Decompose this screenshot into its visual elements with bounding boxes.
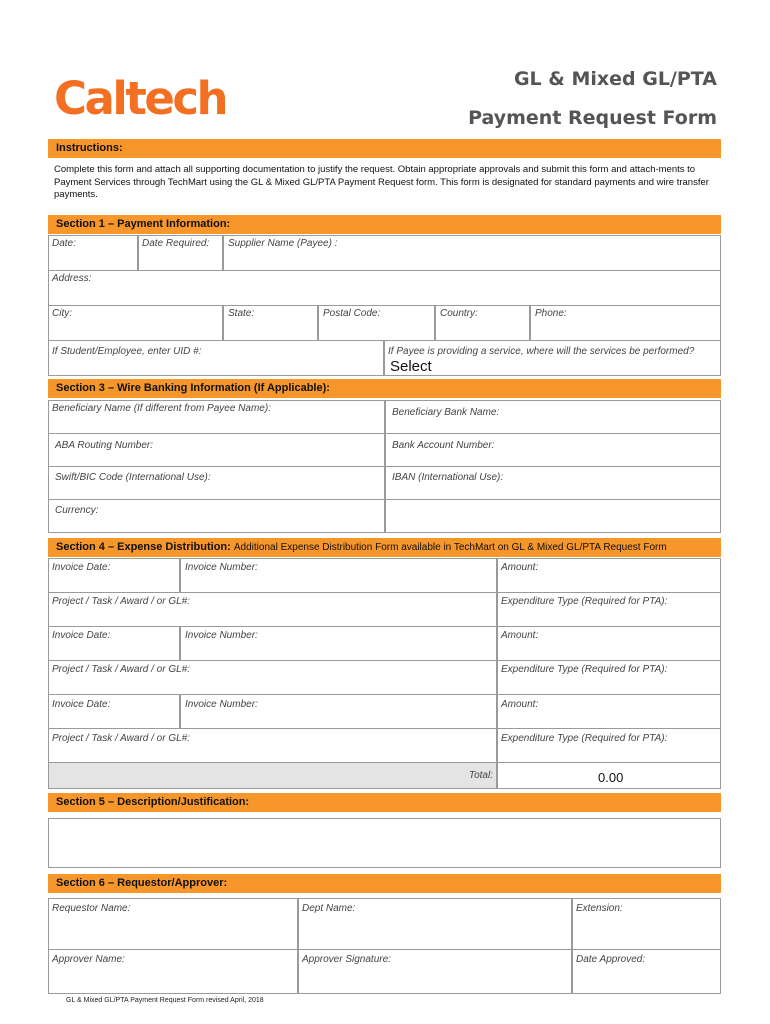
expenditure-type-label: Expenditure Type (Required for PTA):	[501, 664, 668, 675]
invoice-date-label: Invoice Date:	[52, 699, 111, 710]
total-value: 0.00	[598, 770, 624, 785]
amount-field-2[interactable]	[497, 626, 721, 661]
aba-routing-label: ABA Routing Number:	[55, 440, 154, 451]
description-textarea[interactable]	[48, 818, 721, 868]
section4-heading	[48, 538, 721, 557]
invoice-date-label: Invoice Date:	[52, 630, 111, 641]
service-location-value: Select	[390, 358, 432, 375]
caltech-logo: Caltech	[54, 72, 227, 125]
invoice-number-field-1[interactable]	[180, 558, 497, 593]
amount-label: Amount:	[501, 630, 539, 641]
project-label: Project / Task / Award / or GL#:	[52, 664, 191, 675]
phone-label: Phone:	[535, 308, 567, 319]
aba-routing-field[interactable]	[48, 433, 385, 467]
date-label: Date:	[52, 238, 76, 249]
invoice-date-field-3[interactable]	[48, 694, 180, 729]
swift-field[interactable]	[48, 466, 385, 500]
invoice-date-label: Invoice Date:	[52, 562, 111, 573]
bank-name-field[interactable]	[385, 400, 721, 434]
supplier-name-field[interactable]	[223, 235, 721, 271]
total-field[interactable]	[497, 762, 721, 789]
extension-label: Extension:	[576, 903, 623, 914]
date-approved-label: Date Approved:	[576, 954, 646, 965]
bank-account-field[interactable]	[385, 433, 721, 467]
bank-name-label: Beneficiary Bank Name:	[392, 407, 500, 418]
bank-account-label: Bank Account Number:	[392, 440, 495, 451]
service-location-label: If Payee is providing a service, where will the services be performed?	[388, 346, 695, 357]
currency-blank-cell	[385, 499, 721, 533]
amount-field-3[interactable]	[497, 694, 721, 729]
approver-name-label: Approver Name:	[52, 954, 125, 965]
total-label: Total:	[468, 770, 493, 781]
approver-signature-field[interactable]	[298, 949, 572, 994]
approver-signature-label: Approver Signature:	[302, 954, 391, 965]
invoice-number-label: Invoice Number:	[185, 630, 258, 641]
section6-heading: Section 6 – Requestor/Approver:	[48, 874, 721, 893]
country-label: Country:	[440, 308, 478, 319]
iban-field[interactable]	[385, 466, 721, 500]
invoice-date-field-1[interactable]	[48, 558, 180, 593]
invoice-number-label: Invoice Number:	[185, 562, 258, 573]
section4-note: Additional Expense Distribution Form available in TechMart on GL & Mixed GL/PTA Request Form	[233, 542, 667, 553]
date-approved-field[interactable]	[572, 949, 721, 994]
invoice-number-field-2[interactable]	[180, 626, 497, 661]
expenditure-type-label: Expenditure Type (Required for PTA):	[501, 733, 668, 744]
requestor-name-field[interactable]	[48, 898, 298, 950]
city-label: City:	[52, 308, 72, 319]
currency-field[interactable]	[48, 499, 385, 533]
state-label: State:	[228, 308, 255, 319]
beneficiary-name-field[interactable]	[48, 400, 385, 434]
date-required-field[interactable]	[138, 235, 223, 271]
dept-name-field[interactable]	[298, 898, 572, 950]
service-location-select[interactable]	[384, 340, 721, 376]
project-field-2[interactable]	[48, 660, 497, 695]
postal-code-label: Postal Code:	[323, 308, 381, 319]
instructions-text: Complete this form and attach all supporting documentation to justify the request. Obtain appropriate approvals and submit this form and attach-ments to Payment Services through TechMart using the GL & Mixed GL/PTA Payment Request form. This form is designated for standard payments and wire transfer payments.	[54, 164, 709, 200]
state-field[interactable]	[223, 305, 318, 341]
address-field[interactable]	[48, 270, 721, 306]
approver-name-field[interactable]	[48, 949, 298, 994]
expenditure-type-field-2[interactable]	[497, 660, 721, 695]
form-revision-footer: GL & Mixed GL/PTA Payment Request Form revised April, 2018	[66, 997, 264, 1004]
expenditure-type-field-3[interactable]	[497, 728, 721, 763]
extension-field[interactable]	[572, 898, 721, 950]
amount-field-1[interactable]	[497, 558, 721, 593]
invoice-number-label: Invoice Number:	[185, 699, 258, 710]
section1-heading: Section 1 – Payment Information:	[48, 215, 721, 234]
swift-label: Swift/BIC Code (International Use):	[55, 472, 211, 483]
section3-heading: Section 3 – Wire Banking Information (If Applicable):	[48, 379, 721, 398]
expenditure-type-field-1[interactable]	[497, 592, 721, 627]
requestor-name-label: Requestor Name:	[52, 903, 131, 914]
instructions-heading: Instructions:	[48, 139, 721, 158]
date-field[interactable]	[48, 235, 138, 271]
form-subtitle: Payment Request Form	[468, 107, 717, 129]
uid-label: If Student/Employee, enter UID #:	[52, 346, 202, 357]
project-label: Project / Task / Award / or GL#:	[52, 733, 191, 744]
date-required-label: Date Required:	[142, 238, 210, 249]
project-label: Project / Task / Award / or GL#:	[52, 596, 191, 607]
uid-field[interactable]	[48, 340, 384, 376]
dept-name-label: Dept Name:	[302, 903, 356, 914]
project-field-3[interactable]	[48, 728, 497, 763]
city-field[interactable]	[48, 305, 223, 341]
section5-heading: Section 5 – Description/Justification:	[48, 793, 721, 812]
currency-label: Currency:	[55, 505, 99, 516]
expenditure-type-label: Expenditure Type (Required for PTA):	[501, 596, 668, 607]
total-label-cell	[48, 762, 497, 789]
form-title: GL & Mixed GL/PTA	[513, 68, 717, 90]
postal-code-field[interactable]	[318, 305, 435, 341]
section4-title: Section 4 – Expense Distribution:	[56, 541, 231, 553]
country-field[interactable]	[435, 305, 530, 341]
supplier-name-label: Supplier Name (Payee) :	[228, 238, 338, 249]
invoice-date-field-2[interactable]	[48, 626, 180, 661]
beneficiary-name-label: Beneficiary Name (If different from Payee Name):	[52, 403, 271, 414]
invoice-number-field-3[interactable]	[180, 694, 497, 729]
amount-label: Amount:	[501, 562, 539, 573]
iban-label: IBAN (International Use):	[392, 472, 504, 483]
project-field-1[interactable]	[48, 592, 497, 627]
address-label: Address:	[52, 273, 92, 284]
phone-field[interactable]	[530, 305, 721, 341]
amount-label: Amount:	[501, 699, 539, 710]
